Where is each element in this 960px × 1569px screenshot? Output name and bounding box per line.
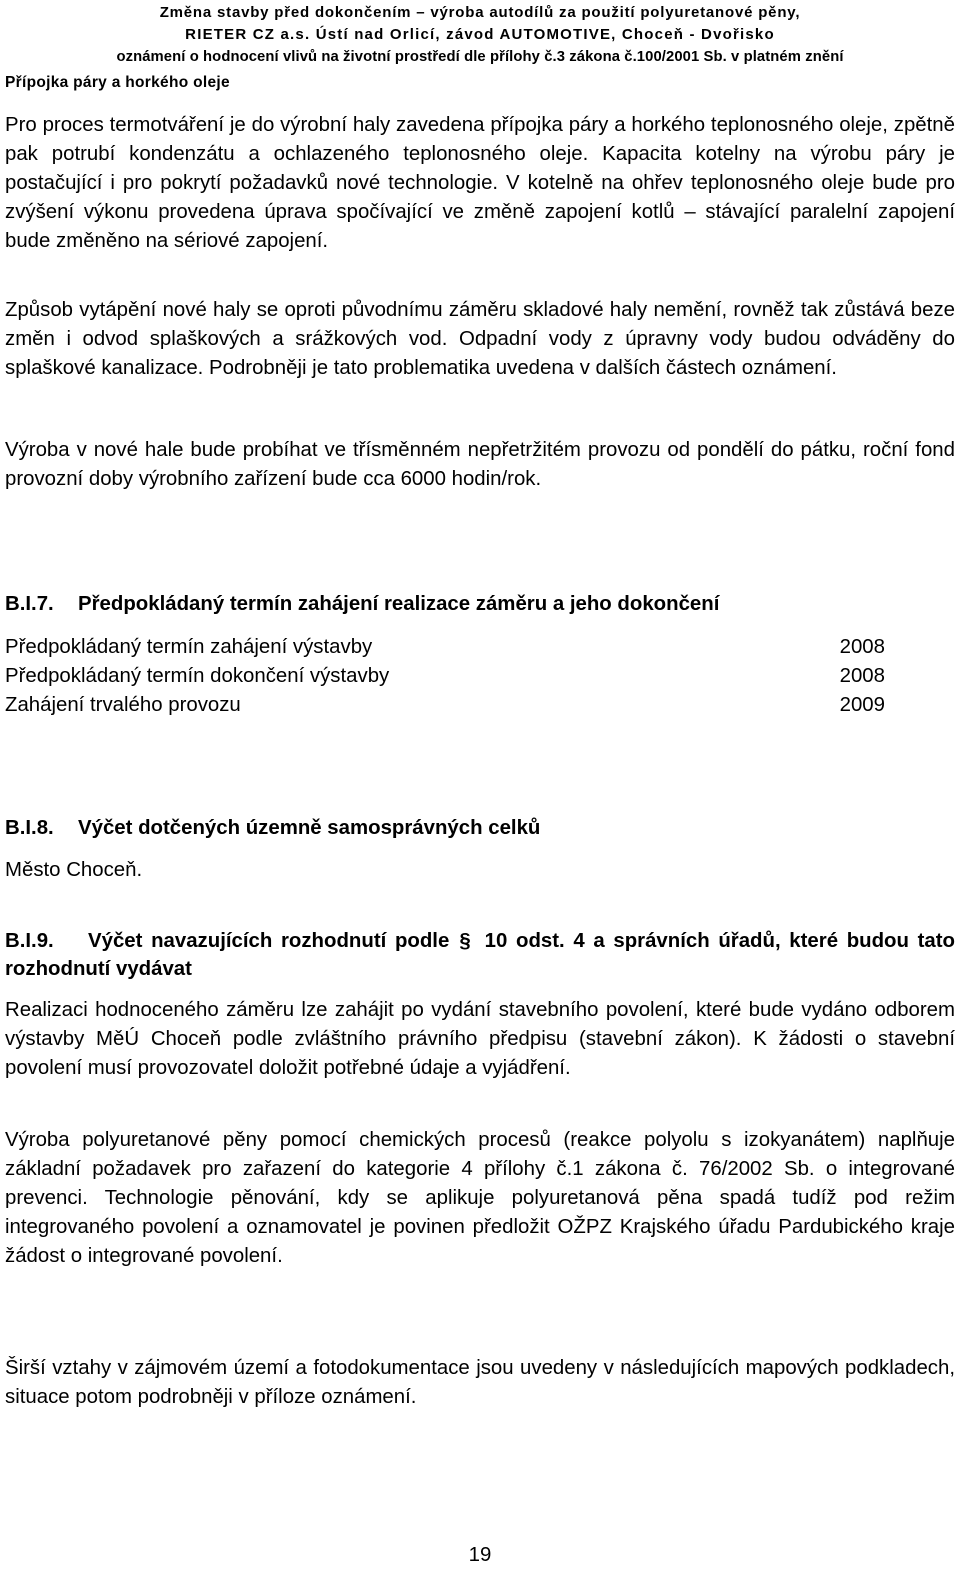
subtitle-steam-oil: Přípojka páry a horkého oleje <box>5 74 230 91</box>
page-number: 19 <box>468 1544 492 1566</box>
section-heading-b-i-9 <box>5 927 955 983</box>
paragraph-closing: Širší vztahy v zájmovém území a fotodokumentace jsou uvedeny v následujících mapových podkladech, situace potom podrobněji v příloze oznámení. <box>5 1357 955 1408</box>
section-heading-b-i-8 <box>5 814 955 842</box>
table-row <box>5 662 885 691</box>
paragraph-operation: Výroba v nové hale bude probíhat ve třísměnném nepřetržitém provozu od pondělí do pátku, roční fond provozní doby výrobního zařízení bude cca 6000 hodin/rok. <box>5 439 955 490</box>
section-number: B.I.7. <box>5 593 54 615</box>
section-number: B.I.9. <box>5 930 54 952</box>
schedule-year: 2008 <box>839 665 885 687</box>
header-line-3: oznámení o hodnocení vlivů na životní prostředí dle přílohy č.3 zákona č.100/2001 Sb. v platném znění <box>116 49 844 65</box>
paragraph-steam-oil: Pro proces termotváření je do výrobní haly zavedena přípojka páry a horkého teplonosného oleje, zpětně pak potrubí kondenzátu a ochlazeného teplonosného oleje. Kapacita kotelny na výrobu páry je postačující i pro pokrytí požadavků nové technologie. V kotelně na ohřev teplonosného oleje bude pro zvýšení výkonu provedena úprava spočívající ve změně zapojení kotlů – stávající paralelní zapojení bude změněno na sériové zapojení. <box>5 114 955 252</box>
header-line-2: RIETER CZ a.s. Ústí nad Orlicí, závod AUTOMOTIVE, Choceň - Dvořisko <box>185 26 775 43</box>
section-title-part-b: 10 odst. 4 a správních úřadů, které budou tato rozhodnutí vydávat <box>5 930 955 980</box>
table-row <box>5 633 885 662</box>
section-heading-b-i-7 <box>5 590 955 618</box>
section-number: B.I.8. <box>5 817 54 839</box>
schedule-year: 2009 <box>839 694 885 716</box>
paragraph-integrated-permit: Výroba polyuretanové pěny pomocí chemických procesů (reakce polyolu s izokyanátem) naplňuje základní požadavek pro zařazení do kategorie 4 přílohy č.1 zákona č. 76/2002 Sb. o integrované prevenci. Technologie pěnování, kdy se aplikuje polyuretanová pěna spadá tudíž pod režim integrovaného povolení a oznamovatel je povinen předložit OŽPZ Krajského úřadu Pardubického kraje žádost o integrované povolení. <box>5 1129 955 1267</box>
schedule-label: Předpokládaný termín zahájení výstavby <box>5 636 373 658</box>
section-title: Předpokládaný termín zahájení realizace záměru a jeho dokončení <box>78 593 720 615</box>
paragraph-building-permit: Realizaci hodnoceného záměru lze zahájit po vydání stavebního povolení, které bude vydáno odborem výstavby MěÚ Choceň podle zvláštního právního předpisu (stavební zákon). K žádosti o stavební povolení musí provozovatel doložit potřebné údaje a vyjádření. <box>5 999 955 1079</box>
paragraph-municipality: Město Choceň. <box>5 859 143 881</box>
table-row <box>5 691 885 720</box>
schedule-year: 2008 <box>839 636 885 658</box>
section-title-part-a: Výčet navazujících rozhodnutí podle <box>88 930 450 952</box>
paragraph-heating: Způsob vytápění nové haly se oproti původnímu záměru skladové haly nemění, rovněž tak zůstává beze změn i odvod splaškových a srážkových vod. Odpadní vody z úpravny vody budou odváděny do splaškové kanalizace. Podrobněji je tato problematika uvedena v dalších částech oznámení. <box>5 299 955 379</box>
section-title: Výčet dotčených územně samosprávných celků <box>78 817 541 839</box>
schedule-table <box>5 633 885 720</box>
header-line-1: Změna stavby před dokončením – výroba autodílů za použití polyuretanové pěny, <box>159 4 801 21</box>
paragraph-sign: § <box>459 930 471 952</box>
schedule-label: Předpokládaný termín dokončení výstavby <box>5 665 390 687</box>
schedule-label: Zahájení trvalého provozu <box>5 694 241 716</box>
